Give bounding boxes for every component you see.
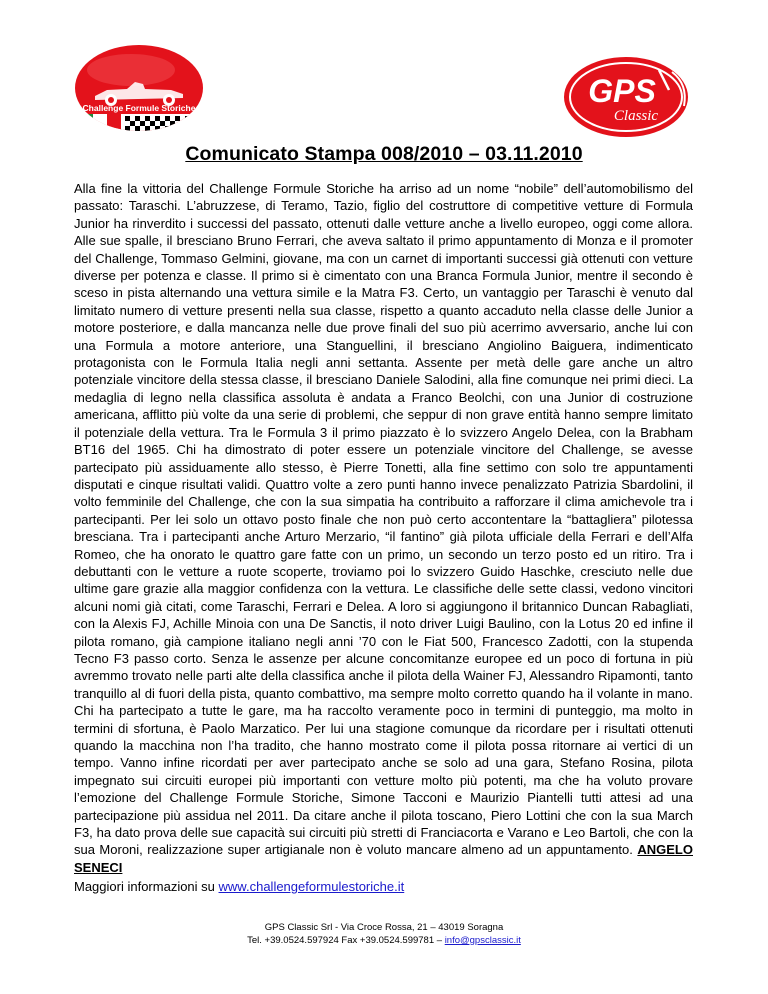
footer-contacts — [0, 934, 768, 947]
more-info-label: Maggiori informazioni su — [74, 879, 215, 894]
footer-email-link[interactable]: info@gpsclassic.it — [444, 935, 521, 946]
challenge-formule-storiche-logo — [73, 44, 205, 136]
footer-phone-fax: Tel. +39.0524.597924 Fax +39.0524.599781 – — [247, 935, 443, 946]
logo-right-main: GPS — [588, 73, 656, 109]
body-paragraph: Alla fine la vittoria del Challenge Formule Storiche ha arriso ad un nome “nobile” dell’automobilismo del passato: Taraschi. L’abruzzese, di Teramo, Tazio, figlio del costruttore di competitive vetture di Formula Junior ha rinverdito i successi del passato, ottenuti dalle vetture anche a livello europeo, oggi come allora. Alle sue spalle, il bresciano Bruno Ferrari, che aveva saltato il primo appuntamento di Monza e il promoter del Challenge, Tommaso Gelmini, giovane, ma con un carnet di importanti successi già ottenuti con vetture diverse per potenza e classe. Il primo si è cimentato con una Branca Formula Junior, mentre il secondo è sceso in pista alternando una vettura simile e la Matra F3. Certo, un vantaggio per Taraschi è venuto dal limitato numero di vetture presenti nella sua classe, rispetto a quanto accaduto nella classe delle Junior a motore posteriore, e dalla mancanza nelle due prove finali del suo più acerrimo avversario, anche lui con una Formula a motore anteriore, una Stanguellini, il bresciano Angiolino Baiguera, indimenticato protagonista con le Formula Italia negli anni settanta. Assente per metà delle gare anche un altro potenziale vincitore della stessa classe, il bresciano Daniele Salodini, alla fine comunque nei primi dieci. La medaglia di legno nella classifica assoluta è andata a Franco Beolchi, con una Junior di costruzione americana, afflitto più volte da una serie di problemi, che seppur di non grave entità hanno sempre limitato il potenziale della vettura. Tra le Formula 3 il primo piazzato è lo svizzero Angelo Delea, con la Brabham BT16 del 1965. Chi ha dimostrato di poter essere un potenziale vincitore del Challenge, se avesse partecipato più assiduamente allo stesso, è Pierre Tonetti, alla fine settimo con solo tre appuntamenti disputati e cinque risultati validi. Quattro volte a zero punti hanno invece penalizzato Patrizia Sbardolini, il volto femminile del Challenge, che con la sua simpatia ha contribuito a rafforzare il clima amichevole tra i partecipanti. Per lei solo un ottavo posto finale che non può certo accontentare la “battagliera” pilotessa bresciana. Tra i partecipanti anche Arturo Merzario, “il fantino” già pilota ufficiale della Ferrari e dell’Alfa Romeo, che ha onorato le quattro gare fatte con un primo, un secondo un terzo posto ed un ritiro. Tra i debuttanti con le vetture a ruote scoperte, troviamo poi lo svizzero Guido Haschke, cresciuto nelle due ultime gare grazie alla maggior confidenza con la vettura. Le classifiche delle sette classi, vedono vincitori alcuni nomi già citati, come Taraschi, Ferrari e Delea. A loro si aggiungono il britannico Duncan Rabagliati, con la Alexis FJ, Achille Minoia con una De Sanctis, il noto driver Luigi Baulino, con la Lotus 20 ed infine il pilota romano, già campione italiano negli anni ’70 con le Fiat 500, Francesco Zadotti, con la stupenda Tecno F3 passo corto. Senza le assenze per alcune concomitanze europee ed un poco di fortuna in più avremmo trovato nelle parti alte della classifica anche il pilota della Wainer FJ, Alessandro Ripamonti, tanto tranquillo al di fuori della pista, quanto combattivo, ma sempre molto corretto quando ha il volante in mano. Chi ha partecipato a tutte le gare, ma ha raccolto veramente poco in termini di punteggio, ma molto in termini di sfortuna, è Paolo Marzatico. Per lui una stagione comunque da ricordare per i risultati ottenuti quando la macchina non l’ha tradito, che hanno mostrato come il pilota possa ritornare ai vertici di un tempo. Vanno infine ricordati per aver partecipato anche se solo ad una gara, Stefano Rosina, pilota impegnato sui circuiti europei più importanti con vetture molto più potenti, ma che ha voluto provare l’emozione del Challenge Formule Storiche, Simone Tacconi e Maurizio Piantelli tutti attesi ad una partecipazione più assidua nel 2011. Da citare anche il pilota toscano, Piero Lottini che con la sua March F3, ha dato prova delle sue capacità sui circuiti più stretti di Franciacorta e Varano e Leo Bartoli, che con la sua Moroni, realizzazione super artigianale non è voluto mancare almeno ad un appuntamento. — [74, 181, 693, 858]
gps-classic-logo — [560, 54, 695, 140]
press-release-body — [74, 180, 693, 876]
website-link[interactable]: www.challengeformulestoriche.it — [218, 879, 405, 894]
author-name: ANGELO SENECI — [74, 842, 693, 875]
logo-left-text: Challenge Formule Storiche — [82, 103, 196, 113]
more-info-line — [74, 879, 404, 894]
page-title: Comunicato Stampa 008/2010 – 03.11.2010 — [185, 143, 583, 165]
footer — [0, 921, 768, 947]
footer-address: GPS Classic Srl - Via Croce Rossa, 21 – 43019 Soragna — [264, 922, 504, 933]
logo-right-sub: Classic — [613, 108, 659, 124]
